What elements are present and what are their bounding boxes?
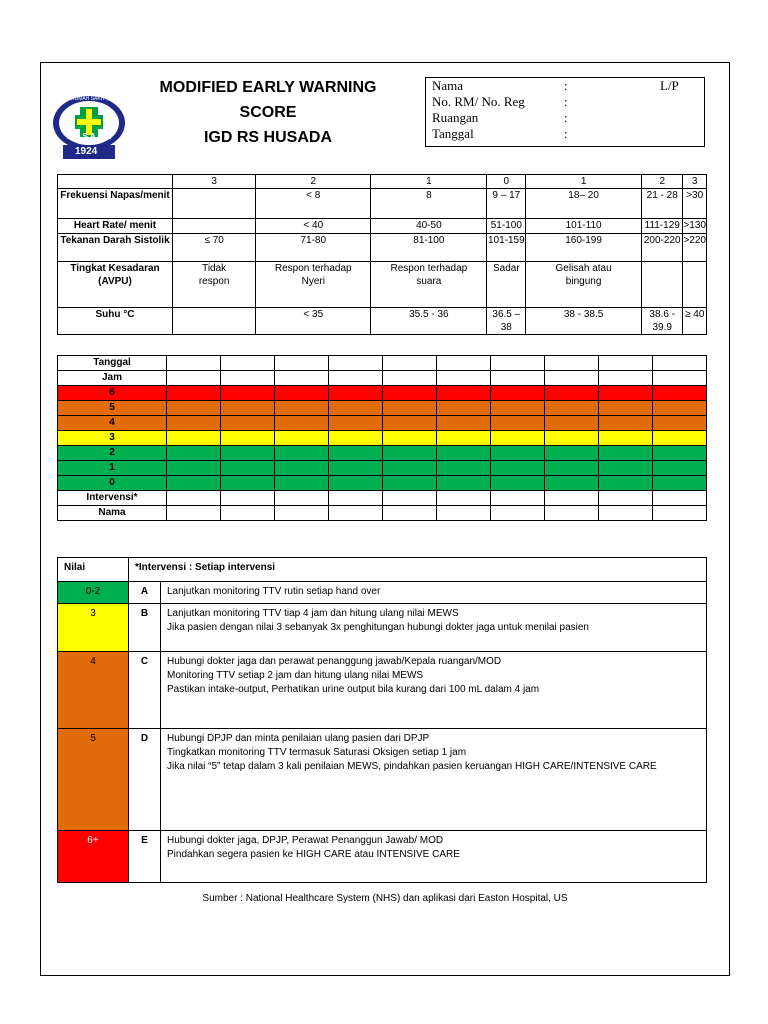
monitor-cell[interactable] <box>221 461 275 476</box>
monitor-cell[interactable] <box>437 506 491 521</box>
monitor-cell[interactable] <box>221 386 275 401</box>
monitor-cell[interactable] <box>275 506 329 521</box>
monitor-cell[interactable] <box>329 461 383 476</box>
label-lp: L/P <box>660 78 679 93</box>
monitor-row-score-0 <box>58 476 707 491</box>
monitor-row-nama <box>58 506 707 521</box>
intervention-desc <box>161 604 707 652</box>
monitor-cell[interactable] <box>599 491 653 506</box>
monitor-cell[interactable] <box>653 401 707 416</box>
score-cell: 21 - 28 <box>642 189 683 219</box>
score-header: 3 <box>173 175 256 189</box>
monitor-label: Intervensi* <box>58 491 167 506</box>
nilai-cell: 3 <box>58 604 129 652</box>
intervention-row-d <box>58 729 707 831</box>
score-cell: 36.5 – 38 <box>487 308 526 335</box>
monitor-cell[interactable] <box>383 371 437 386</box>
monitor-cell[interactable] <box>275 476 329 491</box>
monitor-label: 2 <box>58 446 167 461</box>
monitor-cell[interactable] <box>275 401 329 416</box>
desc-line: Hubungi DPJP dan minta penilaian ulang pasien dari DPJP <box>167 733 430 744</box>
intervention-row-a <box>58 582 707 604</box>
patient-row-tanggal <box>432 126 568 142</box>
intervention-head-desc: *Intervensi : Setiap intervensi <box>129 558 707 582</box>
monitor-label: 4 <box>58 416 167 431</box>
title-line-3: IGD RS HUSADA <box>203 129 332 146</box>
score-cell: ≤ 70 <box>173 234 256 262</box>
intervention-desc <box>161 831 707 883</box>
monitor-cell[interactable] <box>329 356 383 371</box>
score-cell: >220 <box>683 234 707 262</box>
monitor-cell[interactable] <box>329 416 383 431</box>
monitor-cell[interactable] <box>437 461 491 476</box>
desc-line: Hubungi dokter jaga dan perawat penanggung jawab/Kepala ruangan/MOD <box>167 656 502 667</box>
monitor-cell[interactable] <box>653 491 707 506</box>
score-cell: ≥ 40 <box>683 308 707 335</box>
monitor-cell[interactable] <box>275 491 329 506</box>
score-header: 0 <box>487 175 526 189</box>
monitor-cell[interactable] <box>167 401 221 416</box>
monitor-cell[interactable] <box>491 356 545 371</box>
intervention-desc <box>161 582 707 604</box>
monitor-cell[interactable] <box>383 491 437 506</box>
label-rm: No. RM/ No. Reg <box>432 94 525 109</box>
monitor-cell[interactable] <box>221 491 275 506</box>
monitor-cell[interactable] <box>221 476 275 491</box>
monitor-cell[interactable] <box>383 476 437 491</box>
score-row-tekanan <box>58 234 707 262</box>
desc-line: Lanjutkan monitoring TTV rutin setiap hand over <box>167 586 381 597</box>
monitor-label: Jam <box>58 371 167 386</box>
monitor-row-tanggal <box>58 356 707 371</box>
monitor-cell[interactable] <box>167 356 221 371</box>
desc-line: Hubungi dokter jaga, DPJP, Perawat Penanggun Jawab/ MOD <box>167 835 444 846</box>
monitor-cell[interactable] <box>437 491 491 506</box>
score-cell: < 40 <box>256 219 371 234</box>
monitor-cell[interactable] <box>545 491 599 506</box>
score-cell <box>173 189 256 219</box>
colon: : <box>564 94 568 109</box>
monitor-row-score-5 <box>58 401 707 416</box>
monitor-row-intervensi <box>58 491 707 506</box>
score-cell: 38.6 - 39.9 <box>642 308 683 335</box>
colon: : <box>564 126 568 141</box>
monitor-cell[interactable] <box>275 416 329 431</box>
monitor-cell[interactable] <box>221 356 275 371</box>
colon: : <box>564 78 568 93</box>
monitor-cell[interactable] <box>653 461 707 476</box>
monitor-cell[interactable] <box>383 461 437 476</box>
monitor-label: 6 <box>58 386 167 401</box>
param-label: Tingkat Kesadaran (AVPU) <box>58 262 173 308</box>
score-cell: 40-50 <box>371 219 487 234</box>
monitor-cell[interactable] <box>599 371 653 386</box>
monitor-cell[interactable] <box>167 386 221 401</box>
monitor-cell[interactable] <box>383 416 437 431</box>
monitor-cell[interactable] <box>491 446 545 461</box>
hospital-logo <box>49 95 129 161</box>
monitor-cell[interactable] <box>491 416 545 431</box>
patient-row-ruangan <box>432 110 568 126</box>
monitor-row-score-2 <box>58 446 707 461</box>
monitor-label: 0 <box>58 476 167 491</box>
monitor-cell[interactable] <box>221 416 275 431</box>
monitor-cell[interactable] <box>599 356 653 371</box>
monitor-cell[interactable] <box>329 371 383 386</box>
monitor-cell[interactable] <box>275 371 329 386</box>
monitor-label: 3 <box>58 431 167 446</box>
monitor-cell[interactable] <box>383 386 437 401</box>
intervention-row-b <box>58 604 707 652</box>
score-cell: Respon terhadap Nyeri <box>256 262 371 308</box>
monitor-cell[interactable] <box>437 431 491 446</box>
monitor-cell[interactable] <box>275 461 329 476</box>
code-cell: B <box>129 604 161 652</box>
monitor-cell[interactable] <box>329 491 383 506</box>
monitor-row-jam <box>58 371 707 386</box>
monitor-cell[interactable] <box>221 371 275 386</box>
monitor-label: Nama <box>58 506 167 521</box>
score-header: 3 <box>683 175 707 189</box>
colon: : <box>564 110 568 125</box>
monitor-cell[interactable] <box>167 461 221 476</box>
score-header <box>58 175 173 189</box>
monitor-cell[interactable] <box>545 401 599 416</box>
score-cell: >30 <box>683 189 707 219</box>
monitor-cell[interactable] <box>437 356 491 371</box>
monitor-cell[interactable] <box>545 356 599 371</box>
monitor-cell[interactable] <box>383 446 437 461</box>
desc-line: Monitoring TTV setiap 2 jam dan hitung ulang nilai MEWS <box>167 670 424 681</box>
label-ruangan: Ruangan <box>432 110 479 125</box>
monitor-cell[interactable] <box>167 446 221 461</box>
score-cell <box>683 262 707 308</box>
score-cell: 200-220 <box>642 234 683 262</box>
monitor-cell[interactable] <box>437 416 491 431</box>
code-cell: C <box>129 652 161 729</box>
monitor-cell[interactable] <box>437 371 491 386</box>
monitor-label: 1 <box>58 461 167 476</box>
intervention-row-e <box>58 831 707 883</box>
score-header: 1 <box>526 175 642 189</box>
nilai-cell: 5 <box>58 729 129 831</box>
score-cell <box>173 219 256 234</box>
monitor-cell[interactable] <box>329 386 383 401</box>
monitor-cell[interactable] <box>167 431 221 446</box>
intervention-head-nilai: Nilai <box>58 558 129 582</box>
monitor-cell[interactable] <box>383 431 437 446</box>
logo-text-top: RUMAH SAKIT <box>71 96 106 102</box>
patient-info-box <box>425 77 705 147</box>
page-title <box>137 75 399 150</box>
score-cell: >130 <box>683 219 707 234</box>
monitor-cell[interactable] <box>167 416 221 431</box>
monitor-cell[interactable] <box>167 371 221 386</box>
score-header: 2 <box>642 175 683 189</box>
monitor-cell[interactable] <box>491 476 545 491</box>
score-cell: 101-159 <box>487 234 526 262</box>
score-cell: 35.5 - 36 <box>371 308 487 335</box>
monitor-cell[interactable] <box>329 401 383 416</box>
monitor-cell[interactable] <box>221 401 275 416</box>
desc-line: Jika pasien dengan nilai 3 sebanyak 3x penghitungan hubungi dokter jaga untuk menilai pasien <box>167 622 589 633</box>
label-tanggal: Tanggal <box>432 126 474 141</box>
monitor-row-score-4 <box>58 416 707 431</box>
monitor-cell[interactable] <box>329 476 383 491</box>
score-cell <box>642 262 683 308</box>
monitor-row-score-3 <box>58 431 707 446</box>
monitor-cell[interactable] <box>653 431 707 446</box>
code-cell: A <box>129 582 161 604</box>
monitor-cell[interactable] <box>275 446 329 461</box>
patient-row-nama <box>432 78 568 94</box>
monitor-cell[interactable] <box>491 371 545 386</box>
code-cell: D <box>129 729 161 831</box>
monitor-cell[interactable] <box>599 506 653 521</box>
monitor-label: Tanggal <box>58 356 167 371</box>
nilai-cell: 0-2 <box>58 582 129 604</box>
score-cell: < 35 <box>256 308 371 335</box>
score-table <box>57 174 707 335</box>
score-cell: 71-80 <box>256 234 371 262</box>
desc-line: Pindahkan segera pasien ke HIGH CARE atau INTENSIVE CARE <box>167 849 460 860</box>
nilai-cell: 4 <box>58 652 129 729</box>
monitor-cell[interactable] <box>653 476 707 491</box>
title-line-2: SCORE <box>239 104 297 121</box>
monitor-cell[interactable] <box>599 416 653 431</box>
monitor-cell[interactable] <box>599 386 653 401</box>
nilai-cell: 6+ <box>58 831 129 883</box>
code-cell: E <box>129 831 161 883</box>
score-header: 1 <box>371 175 487 189</box>
monitor-cell[interactable] <box>329 506 383 521</box>
monitor-cell[interactable] <box>275 386 329 401</box>
desc-line: Lanjutkan monitoring TTV tiap 4 jam dan hitung ulang nilai MEWS <box>167 608 459 619</box>
logo-text-main: HUSADA <box>67 132 114 141</box>
intervention-row-c <box>58 652 707 729</box>
param-label: Frekuensi Napas/menit <box>58 189 173 219</box>
monitor-cell[interactable] <box>653 371 707 386</box>
score-cell: 160-199 <box>526 234 642 262</box>
score-row-suhu <box>58 308 707 335</box>
param-label: Heart Rate/ menit <box>58 219 173 234</box>
monitor-label: 5 <box>58 401 167 416</box>
monitor-cell[interactable] <box>491 506 545 521</box>
monitor-cell[interactable] <box>275 356 329 371</box>
desc-line: Jika nilai “5” tetap dalam 3 kali penilaian MEWS, pindahkan pasien keruangan HIGH CARE/INTENSIVE CARE <box>167 761 657 772</box>
monitor-cell[interactable] <box>653 446 707 461</box>
param-label: Suhu °C <box>58 308 173 335</box>
monitor-cell[interactable] <box>599 431 653 446</box>
monitor-cell[interactable] <box>383 401 437 416</box>
monitor-cell[interactable] <box>437 446 491 461</box>
monitor-cell[interactable] <box>545 431 599 446</box>
patient-row-rm <box>432 94 568 110</box>
score-header-row <box>58 175 707 189</box>
monitor-cell[interactable] <box>653 356 707 371</box>
monitor-cell[interactable] <box>167 506 221 521</box>
monitor-cell[interactable] <box>383 506 437 521</box>
monitor-cell[interactable] <box>437 476 491 491</box>
intervention-desc <box>161 729 707 831</box>
monitor-cell[interactable] <box>275 431 329 446</box>
score-cell: 51-100 <box>487 219 526 234</box>
monitor-cell[interactable] <box>329 446 383 461</box>
monitor-cell[interactable] <box>545 416 599 431</box>
logo-year: 1924 <box>75 146 98 157</box>
score-cell: 38 - 38.5 <box>526 308 642 335</box>
monitor-cell[interactable] <box>653 506 707 521</box>
monitor-cell[interactable] <box>653 416 707 431</box>
monitor-cell[interactable] <box>167 491 221 506</box>
desc-line: Tingkatkan monitoring TTV termasuk Saturasi Oksigen setiap 1 jam <box>167 747 467 758</box>
intervention-desc <box>161 652 707 729</box>
monitor-cell[interactable] <box>653 386 707 401</box>
score-cell: Tidak respon <box>173 262 256 308</box>
monitor-cell[interactable] <box>383 356 437 371</box>
score-row-kesadaran <box>58 262 707 308</box>
monitor-cell[interactable] <box>599 401 653 416</box>
monitor-cell[interactable] <box>221 506 275 521</box>
monitor-cell[interactable] <box>545 506 599 521</box>
monitor-cell[interactable] <box>167 476 221 491</box>
monitor-cell[interactable] <box>221 431 275 446</box>
intervention-header-row <box>58 558 707 582</box>
label-nama: Nama <box>432 78 464 93</box>
score-cell: 111-129 <box>642 219 683 234</box>
title-line-1: MODIFIED EARLY WARNING <box>159 79 377 96</box>
score-cell: 9 – 17 <box>487 189 526 219</box>
monitor-cell[interactable] <box>491 431 545 446</box>
monitor-cell[interactable] <box>599 461 653 476</box>
score-cell: 101-110 <box>526 219 642 234</box>
score-cell: Sadar <box>487 262 526 308</box>
monitor-cell[interactable] <box>491 491 545 506</box>
monitor-cell[interactable] <box>437 401 491 416</box>
monitor-cell[interactable] <box>491 386 545 401</box>
monitor-row-score-6 <box>58 386 707 401</box>
param-label: Tekanan Darah Sistolik <box>58 234 173 262</box>
monitor-cell[interactable] <box>545 476 599 491</box>
score-cell: 8 <box>371 189 487 219</box>
score-row-napas <box>58 189 707 219</box>
form-page <box>40 62 730 976</box>
score-cell: 81-100 <box>371 234 487 262</box>
monitor-row-score-1 <box>58 461 707 476</box>
monitor-cell[interactable] <box>599 446 653 461</box>
monitor-cell[interactable] <box>221 446 275 461</box>
score-cell: Respon terhadap suara <box>371 262 487 308</box>
monitor-cell[interactable] <box>545 446 599 461</box>
intervention-table <box>57 557 707 883</box>
score-header: 2 <box>256 175 371 189</box>
monitor-cell[interactable] <box>545 386 599 401</box>
source-note: Sumber : National Healthcare System (NHS) dan aplikasi dari Easton Hospital, US <box>202 893 568 904</box>
monitoring-table <box>57 355 707 521</box>
monitor-cell[interactable] <box>599 476 653 491</box>
monitor-cell[interactable] <box>329 431 383 446</box>
score-cell <box>173 308 256 335</box>
monitor-cell[interactable] <box>491 401 545 416</box>
score-cell: < 8 <box>256 189 371 219</box>
score-cell: Gelisah atau bingung <box>526 262 642 308</box>
monitor-cell[interactable] <box>545 461 599 476</box>
monitor-cell[interactable] <box>545 371 599 386</box>
monitor-cell[interactable] <box>437 386 491 401</box>
desc-line: Pastikan intake-output, Perhatikan urine output bila kurang dari 100 mL dalam 4 jam <box>167 684 540 695</box>
monitor-cell[interactable] <box>491 461 545 476</box>
score-cell: 18– 20 <box>526 189 642 219</box>
score-row-heart-rate <box>58 219 707 234</box>
